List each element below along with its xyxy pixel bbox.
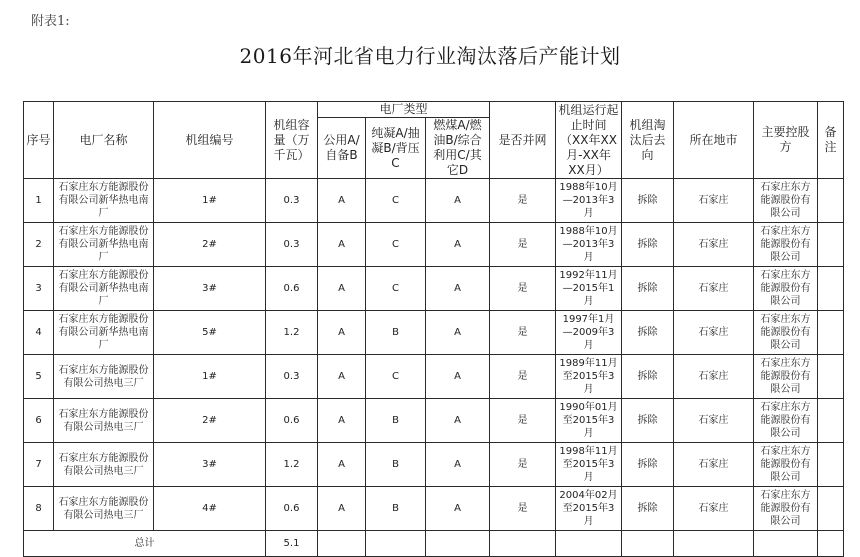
cell-city: 石家庄: [674, 267, 754, 311]
cell-city: 石家庄: [674, 487, 754, 531]
header-type-fuel: 燃煤A/燃油B/综合利用C/其它D: [426, 118, 490, 179]
cell-type-b: C: [366, 223, 426, 267]
cell-type-c: A: [426, 355, 490, 399]
cell-plant: 石家庄东方能源股份有限公司新华热电南厂: [54, 179, 154, 223]
cell-unit: 2#: [154, 399, 266, 443]
cell-holder: 石家庄东方能源股份有限公司: [754, 443, 818, 487]
cell-capacity: 0.6: [266, 267, 318, 311]
cell-destination: 拆除: [622, 267, 674, 311]
cell-time: 1989年11月至2015年3月: [556, 355, 622, 399]
header-destination: 机组淘汰后去向: [622, 102, 674, 179]
cell-grid: 是: [490, 179, 556, 223]
header-grid: 是否并网: [490, 102, 556, 179]
cell-remark: [818, 223, 844, 267]
cell-capacity: 0.3: [266, 355, 318, 399]
cell-seq: 2: [24, 223, 54, 267]
cell-unit: 4#: [154, 487, 266, 531]
cell-type-b: C: [366, 267, 426, 311]
table-header: [24, 102, 844, 179]
annex-label: 附表1:: [31, 14, 70, 29]
total-empty: [556, 531, 622, 557]
cell-time: 1998年11月至2015年3月: [556, 443, 622, 487]
cell-grid: 是: [490, 443, 556, 487]
cell-type-c: A: [426, 487, 490, 531]
cell-seq: 8: [24, 487, 54, 531]
header-remarks: 备注: [818, 102, 844, 179]
cell-type-c: A: [426, 443, 490, 487]
document-title: 2016年河北省电力行业淘汰落后产能计划: [239, 44, 621, 68]
cell-plant: 石家庄东方能源股份有限公司热电三厂: [54, 399, 154, 443]
cell-holder: 石家庄东方能源股份有限公司: [754, 355, 818, 399]
cell-type-a: A: [318, 311, 366, 355]
cell-time: 1997年1月—2009年3月: [556, 311, 622, 355]
table-row: [24, 355, 844, 399]
cell-type-b: B: [366, 399, 426, 443]
cell-city: 石家庄: [674, 355, 754, 399]
cell-type-a: A: [318, 267, 366, 311]
table-row: [24, 487, 844, 531]
total-value: 5.1: [266, 531, 318, 557]
cell-type-c: A: [426, 179, 490, 223]
cell-seq: 4: [24, 311, 54, 355]
cell-grid: 是: [490, 487, 556, 531]
cell-plant: 石家庄东方能源股份有限公司新华热电南厂: [54, 267, 154, 311]
table-row: [24, 443, 844, 487]
total-row: [24, 531, 844, 557]
table-row: [24, 179, 844, 223]
cell-time: 2004年02月至2015年3月: [556, 487, 622, 531]
cell-type-c: A: [426, 399, 490, 443]
cell-holder: 石家庄东方能源股份有限公司: [754, 311, 818, 355]
table-row: [24, 223, 844, 267]
header-run-time: 机组运行起止时间（XX年XX月-XX年XX月）: [556, 102, 622, 179]
header-location: 所在地市: [674, 102, 754, 179]
cell-city: 石家庄: [674, 399, 754, 443]
cell-grid: 是: [490, 267, 556, 311]
table-row: [24, 267, 844, 311]
cell-city: 石家庄: [674, 179, 754, 223]
cell-holder: 石家庄东方能源股份有限公司: [754, 179, 818, 223]
total-empty: [674, 531, 754, 557]
table-body: [24, 179, 844, 557]
table-row: [24, 311, 844, 355]
cell-capacity: 0.3: [266, 223, 318, 267]
header-type-condensing: 纯凝A/抽凝B/背压C: [366, 118, 426, 179]
cell-time: 1988年10月—2013年3月: [556, 223, 622, 267]
cell-destination: 拆除: [622, 487, 674, 531]
cell-type-c: A: [426, 223, 490, 267]
cell-grid: 是: [490, 223, 556, 267]
cell-capacity: 1.2: [266, 443, 318, 487]
cell-capacity: 0.3: [266, 179, 318, 223]
cell-destination: 拆除: [622, 311, 674, 355]
cell-seq: 1: [24, 179, 54, 223]
cell-holder: 石家庄东方能源股份有限公司: [754, 223, 818, 267]
cell-unit: 5#: [154, 311, 266, 355]
cell-type-c: A: [426, 311, 490, 355]
cell-destination: 拆除: [622, 355, 674, 399]
cell-plant: 石家庄东方能源股份有限公司热电三厂: [54, 355, 154, 399]
cell-seq: 3: [24, 267, 54, 311]
cell-grid: 是: [490, 311, 556, 355]
header-capacity: 机组容量（万千瓦）: [266, 102, 318, 179]
capacity-plan-table: [23, 101, 844, 557]
cell-capacity: 0.6: [266, 399, 318, 443]
cell-seq: 6: [24, 399, 54, 443]
cell-type-b: C: [366, 355, 426, 399]
cell-destination: 拆除: [622, 179, 674, 223]
cell-city: 石家庄: [674, 223, 754, 267]
total-empty: [818, 531, 844, 557]
header-plant-type: 电厂类型: [318, 102, 490, 118]
total-empty: [622, 531, 674, 557]
cell-type-b: B: [366, 487, 426, 531]
cell-time: 1990年01月至2015年3月: [556, 399, 622, 443]
total-label: 总计: [24, 531, 266, 557]
cell-unit: 3#: [154, 443, 266, 487]
cell-type-a: A: [318, 487, 366, 531]
cell-remark: [818, 399, 844, 443]
cell-seq: 7: [24, 443, 54, 487]
total-empty: [318, 531, 366, 557]
cell-type-a: A: [318, 223, 366, 267]
total-empty: [754, 531, 818, 557]
cell-plant: 石家庄东方能源股份有限公司热电三厂: [54, 443, 154, 487]
cell-plant: 石家庄东方能源股份有限公司热电三厂: [54, 487, 154, 531]
cell-plant: 石家庄东方能源股份有限公司新华热电南厂: [54, 223, 154, 267]
header-type-public: 公用A/自备B: [318, 118, 366, 179]
cell-destination: 拆除: [622, 443, 674, 487]
cell-holder: 石家庄东方能源股份有限公司: [754, 487, 818, 531]
cell-unit: 1#: [154, 355, 266, 399]
cell-holder: 石家庄东方能源股份有限公司: [754, 267, 818, 311]
total-empty: [490, 531, 556, 557]
cell-city: 石家庄: [674, 311, 754, 355]
cell-type-a: A: [318, 443, 366, 487]
cell-unit: 3#: [154, 267, 266, 311]
total-empty: [366, 531, 426, 557]
cell-grid: 是: [490, 355, 556, 399]
cell-destination: 拆除: [622, 223, 674, 267]
cell-grid: 是: [490, 399, 556, 443]
cell-remark: [818, 267, 844, 311]
cell-time: 1988年10月—2013年3月: [556, 179, 622, 223]
cell-type-b: C: [366, 179, 426, 223]
cell-remark: [818, 179, 844, 223]
cell-capacity: 1.2: [266, 311, 318, 355]
table-row: [24, 399, 844, 443]
cell-type-a: A: [318, 355, 366, 399]
cell-type-b: B: [366, 311, 426, 355]
cell-holder: 石家庄东方能源股份有限公司: [754, 399, 818, 443]
cell-unit: 1#: [154, 179, 266, 223]
cell-unit: 2#: [154, 223, 266, 267]
total-empty: [426, 531, 490, 557]
cell-remark: [818, 355, 844, 399]
cell-type-c: A: [426, 267, 490, 311]
cell-type-a: A: [318, 399, 366, 443]
header-plant-name: 电厂名称: [54, 102, 154, 179]
header-holder: 主要控股方: [754, 102, 818, 179]
cell-remark: [818, 443, 844, 487]
header-unit-no: 机组编号: [154, 102, 266, 179]
cell-type-a: A: [318, 179, 366, 223]
header-seq: 序号: [24, 102, 54, 179]
cell-type-b: B: [366, 443, 426, 487]
cell-plant: 石家庄东方能源股份有限公司新华热电南厂: [54, 311, 154, 355]
cell-remark: [818, 311, 844, 355]
cell-city: 石家庄: [674, 443, 754, 487]
cell-time: 1992年11月—2015年1月: [556, 267, 622, 311]
cell-destination: 拆除: [622, 399, 674, 443]
cell-seq: 5: [24, 355, 54, 399]
cell-remark: [818, 487, 844, 531]
cell-capacity: 0.6: [266, 487, 318, 531]
